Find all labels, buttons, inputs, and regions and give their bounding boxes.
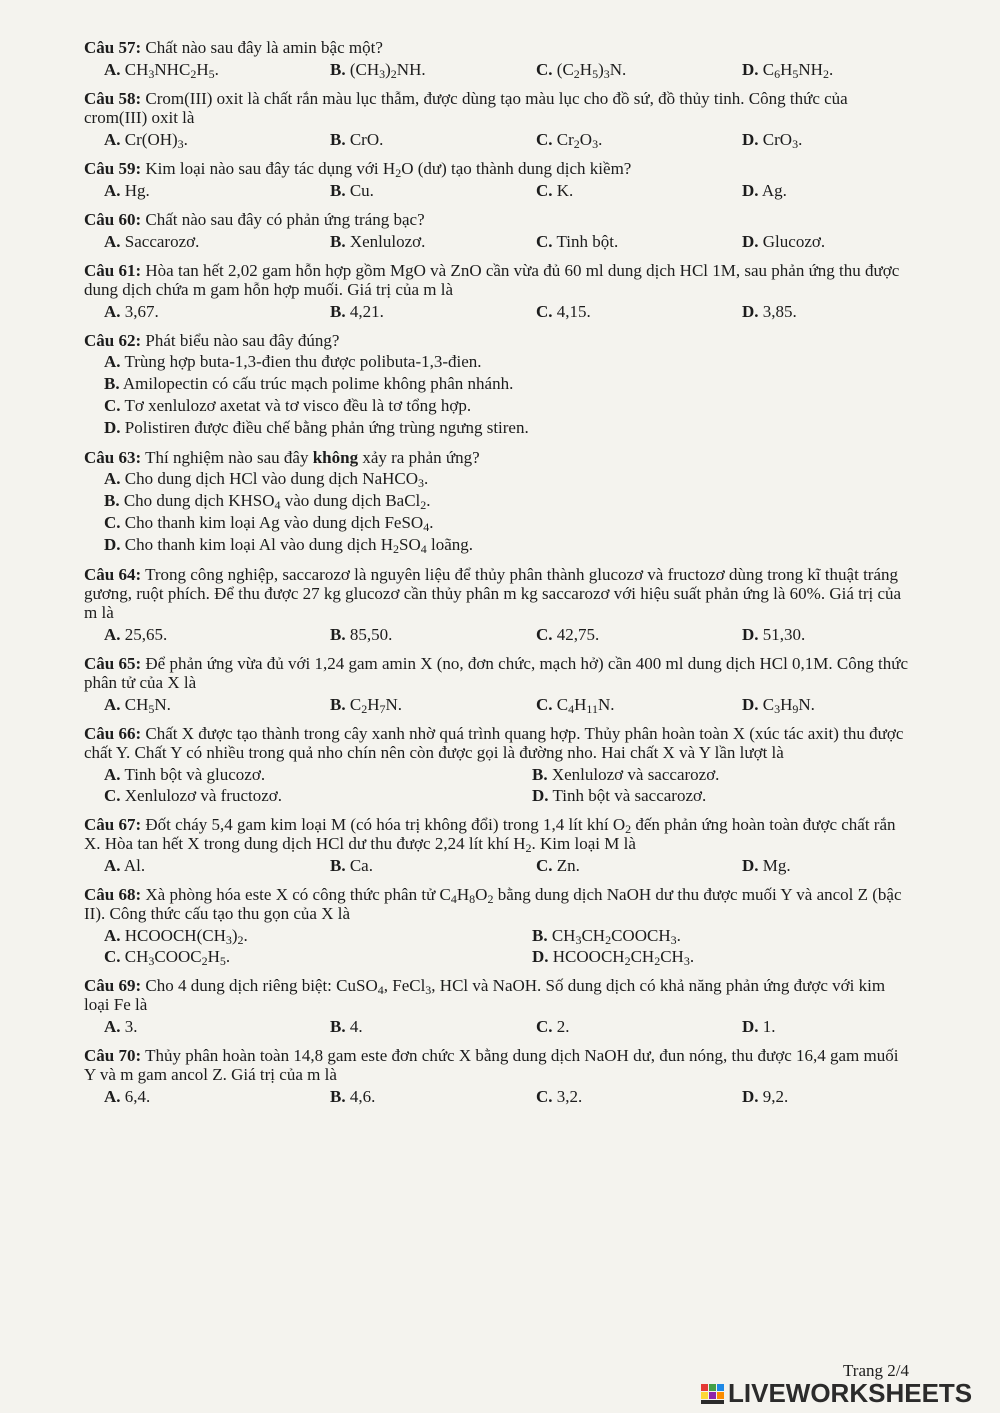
question-text: Trong công nghiệp, saccarozơ là nguyên liệu để thủy phân thành glucozơ và fructozơ dùng trong kĩ thuật tráng gương, ruột phích. Để thu được 27 kg glucozơ cần thủy phân m kg saccarozơ với hiệu suất phản ứng là 60%. Giá trị của m là	[84, 565, 902, 622]
option-text: $C_4H_{11}N$.	[556, 695, 615, 716]
option-text: Xenlulozơ và saccarozơ.	[551, 765, 720, 784]
answer-options	[84, 1016, 910, 1037]
answer-option-a[interactable]	[84, 624, 310, 645]
question-stem	[84, 654, 910, 692]
answer-option-b[interactable]	[310, 231, 516, 252]
option-text: $Cr(OH)_3$.	[124, 130, 188, 151]
question-stem	[84, 565, 910, 622]
option-text: Saccarozơ.	[124, 232, 200, 251]
option-label: A.	[104, 469, 121, 488]
option-text: Cho dung dịch $KHSO_4$ vào dung dịch BaCl$_2$.	[123, 491, 431, 512]
option-label: A.	[104, 232, 121, 251]
option-text: 85,50.	[349, 625, 393, 644]
liveworksheets-icon	[700, 1381, 726, 1407]
option-label: C.	[104, 396, 121, 415]
option-label: C.	[536, 60, 553, 79]
question-number: Câu 64:	[84, 565, 142, 584]
question-text: Thủy phân hoàn toàn 14,8 gam este đơn chức X bằng dung dịch NaOH dư, đun nóng, thu được 16,4 gam muối Y và m gam ancol Z. Giá trị của m là	[84, 1046, 899, 1084]
page-number: Trang 2/4	[843, 1361, 909, 1380]
answer-option-c[interactable]	[516, 129, 722, 150]
option-text: 4,21.	[349, 302, 384, 321]
option-label: D.	[742, 625, 759, 644]
question-stem	[84, 976, 910, 1014]
option-text: Amilopectin có cấu trúc mạch polime không phân nhánh.	[122, 374, 514, 393]
question-number: Câu 59:	[84, 159, 142, 178]
answer-option-c[interactable]	[516, 694, 722, 715]
answer-option-d[interactable]	[722, 231, 910, 252]
option-label: D.	[742, 181, 759, 200]
option-label: A.	[104, 926, 121, 945]
option-label: A.	[104, 302, 121, 321]
question-number: Câu 70:	[84, 1046, 142, 1065]
answer-options	[84, 231, 910, 252]
option-label: D.	[742, 695, 759, 714]
question-number: Câu 57:	[84, 38, 142, 57]
question-67	[84, 815, 910, 876]
option-label: C.	[536, 302, 553, 321]
answer-options	[84, 129, 910, 150]
answer-option-c[interactable]	[516, 180, 722, 201]
question-stem	[84, 38, 910, 57]
question-66	[84, 724, 910, 806]
option-label: B.	[532, 765, 548, 784]
answer-options	[84, 59, 910, 80]
option-label: B.	[330, 60, 346, 79]
answer-option-c[interactable]	[516, 624, 722, 645]
question-text: Để phản ứng vừa đủ với 1,24 gam amin X (no, đơn chức, mạch hở) cần 400 ml dung dịch HCl 0,1M. Công thức phân tử của X là	[84, 654, 908, 692]
answer-option-d[interactable]	[512, 785, 910, 806]
option-text: Cho dung dịch HCl vào dung dịch NaHCO$_3$.	[124, 469, 429, 490]
option-text: K.	[556, 181, 574, 200]
answer-option-d[interactable]	[722, 1016, 910, 1037]
answer-option-b[interactable]	[310, 301, 516, 322]
question-stem	[84, 1046, 910, 1084]
option-label: B.	[532, 926, 548, 945]
option-text: 6,4.	[124, 1087, 151, 1106]
question-58	[84, 89, 910, 150]
option-text: 9,2.	[762, 1087, 789, 1106]
question-stem	[84, 89, 910, 127]
option-label: D.	[742, 232, 759, 251]
option-label: A.	[104, 1017, 121, 1036]
answer-options	[84, 1086, 910, 1107]
answer-option-b[interactable]	[310, 624, 516, 645]
question-70	[84, 1046, 910, 1107]
answer-option-a[interactable]	[84, 301, 310, 322]
option-label: D.	[742, 1087, 759, 1106]
option-label: C.	[536, 1017, 553, 1036]
option-label: D.	[742, 856, 759, 875]
option-text: Al.	[123, 856, 146, 875]
option-text: Mg.	[762, 856, 791, 875]
answer-options	[84, 468, 910, 556]
option-label: B.	[330, 695, 346, 714]
question-number: Câu 65:	[84, 654, 142, 673]
answer-options	[84, 624, 910, 645]
answer-option-a[interactable]	[84, 351, 910, 373]
option-text: $HCOOCH_2CH_2CH_3$.	[552, 947, 695, 968]
answer-options	[84, 925, 910, 967]
option-text: $CH_3NHC_2H_5$.	[124, 60, 219, 81]
brand-text: LIVEWORKSHEETS	[728, 1378, 973, 1408]
option-text: Tinh bột và saccarozơ.	[552, 786, 707, 805]
answer-option-c[interactable]	[516, 1016, 722, 1037]
answer-option-a[interactable]	[84, 1016, 310, 1037]
answer-option-b[interactable]	[310, 694, 516, 715]
option-text: $Cr_2O_3$.	[556, 130, 603, 151]
question-number: Câu 58:	[84, 89, 142, 108]
question-text: Chất X được tạo thành trong cây xanh nhờ quá trình quang hợp. Thủy phân hoàn toàn X (xúc tác axit) thu được chất Y. Chất Y có nhiều trong quả nho chín nên còn được gọi là đường nho. Hai chất X và Y lần lượt là	[84, 724, 904, 762]
option-text: $C_2H_7N$.	[349, 695, 402, 716]
answer-option-a[interactable]	[84, 925, 512, 946]
question-stem	[84, 885, 910, 923]
option-text: $(C_2H_5)_3N$.	[556, 60, 627, 81]
option-label: D.	[742, 1017, 759, 1036]
option-label: C.	[536, 695, 553, 714]
option-label: A.	[104, 352, 121, 371]
option-label: D.	[104, 535, 121, 554]
question-text: Chất nào sau đây có phản ứng tráng bạc?	[145, 210, 425, 229]
answer-option-a[interactable]	[84, 764, 512, 785]
option-label: A.	[104, 856, 121, 875]
question-text: Xà phòng hóa este X có công thức phân tử $C_4H_8O_2$ bằng dung dịch NaOH dư thu được muối Y và ancol Z (bậc II). Công thức cấu tạo thu gọn của X là	[84, 885, 902, 923]
option-text: $(CH_3)_2NH$.	[349, 60, 426, 81]
option-text: Tơ xenlulozơ axetat và tơ visco đều là tơ tổng hợp.	[124, 396, 472, 415]
answer-options	[84, 351, 910, 439]
option-label: D.	[742, 302, 759, 321]
option-text: 4,15.	[556, 302, 591, 321]
answer-option-c[interactable]	[84, 395, 910, 417]
option-text: Xenlulozơ và fructozơ.	[124, 786, 283, 805]
option-text: 4.	[349, 1017, 363, 1036]
question-number: Câu 63:	[84, 448, 142, 467]
option-text: Glucozơ.	[762, 232, 826, 251]
option-label: B.	[104, 491, 120, 510]
option-label: D.	[742, 130, 759, 149]
option-label: C.	[104, 513, 121, 532]
option-text: Cu.	[349, 181, 374, 200]
option-text: Tinh bột và glucozơ.	[124, 765, 266, 784]
option-label: D.	[742, 60, 759, 79]
option-label: B.	[330, 1087, 346, 1106]
answer-option-d[interactable]	[722, 129, 910, 150]
option-text: 3.	[124, 1017, 138, 1036]
question-stem	[84, 448, 910, 467]
option-text: Xenlulozơ.	[349, 232, 426, 251]
liveworksheets-logo[interactable]	[700, 1378, 972, 1409]
question-number: Câu 60:	[84, 210, 142, 229]
answer-option-a[interactable]	[84, 129, 310, 150]
question-text: Đốt cháy 5,4 gam kim loại M (có hóa trị không đổi) trong 1,4 lít khí $O_2$ đến phản ứng hoàn toàn được chất rắn X. Hòa tan hết X trong dung dịch HCl dư thu được 2,24 lít khí $H_2$. Kim loại M là	[84, 815, 896, 855]
answer-options	[84, 694, 910, 715]
answer-option-d[interactable]	[722, 301, 910, 322]
option-text: $CH_3COOC_2H_5$.	[124, 947, 231, 968]
option-label: C.	[536, 232, 553, 251]
answer-option-c[interactable]	[516, 59, 722, 80]
option-text: Ag.	[761, 181, 787, 200]
question-57	[84, 38, 910, 80]
question-61	[84, 261, 910, 322]
answer-option-c[interactable]	[84, 785, 512, 806]
question-stem	[84, 159, 910, 178]
option-label: C.	[536, 625, 553, 644]
answer-option-d[interactable]	[722, 59, 910, 80]
option-text: Polistiren được điều chế bằng phản ứng trùng ngưng stiren.	[124, 418, 529, 437]
question-text: Crom(III) oxit là chất rắn màu lục thẫm, được dùng tạo màu lục cho đồ sứ, đồ thủy tinh. Công thức của crom(III) oxit là	[84, 89, 848, 127]
option-text: Hg.	[124, 181, 150, 200]
answer-option-b[interactable]	[84, 490, 910, 512]
question-text: Phát biểu nào sau đây đúng?	[145, 331, 340, 350]
option-text: 1.	[762, 1017, 776, 1036]
option-label: B.	[330, 232, 346, 251]
option-label: D.	[104, 418, 121, 437]
answer-option-d[interactable]	[84, 534, 910, 556]
option-text: 2.	[556, 1017, 570, 1036]
option-label: A.	[104, 765, 121, 784]
option-text: $C_6H_5NH_2$.	[762, 60, 834, 81]
question-number: Câu 61:	[84, 261, 142, 280]
option-text: CrO$_3$.	[762, 130, 803, 151]
answer-options	[84, 855, 910, 876]
answer-option-a[interactable]	[84, 468, 910, 490]
answer-option-a[interactable]	[84, 855, 310, 876]
question-69	[84, 976, 910, 1037]
option-text: 3,67.	[124, 302, 159, 321]
question-stem	[84, 210, 910, 229]
question-stem	[84, 261, 910, 299]
option-label: B.	[330, 130, 346, 149]
question-63	[84, 448, 910, 556]
question-stem	[84, 724, 910, 762]
answer-option-b[interactable]	[512, 925, 910, 946]
option-label: A.	[104, 625, 121, 644]
option-label: B.	[330, 856, 346, 875]
answer-option-a[interactable]	[84, 180, 310, 201]
answer-options	[84, 180, 910, 201]
option-label: A.	[104, 181, 121, 200]
answer-option-d[interactable]	[722, 855, 910, 876]
answer-option-d[interactable]	[722, 180, 910, 201]
question-62	[84, 331, 910, 439]
option-text: $HCOOCH(CH_3)_2$.	[124, 926, 248, 947]
option-label: A.	[104, 60, 121, 79]
question-text: Kim loại nào sau đây tác dụng với $H_2O$ (dư) tạo thành dung dịch kiềm?	[145, 159, 632, 180]
answer-option-d[interactable]	[512, 946, 910, 967]
answer-option-d[interactable]	[84, 417, 910, 439]
option-label: C.	[104, 947, 121, 966]
answer-option-a[interactable]	[84, 1086, 310, 1107]
question-68	[84, 885, 910, 967]
option-text: 4,6.	[349, 1087, 376, 1106]
answer-option-b[interactable]	[310, 180, 516, 201]
option-label: C.	[536, 181, 553, 200]
option-label: C.	[536, 856, 553, 875]
question-number: Câu 66:	[84, 724, 142, 743]
question-65	[84, 654, 910, 715]
option-text: 42,75.	[556, 625, 600, 644]
question-59	[84, 159, 910, 201]
answer-option-c[interactable]	[84, 512, 910, 534]
answer-options	[84, 764, 910, 806]
question-number: Câu 67:	[84, 815, 142, 834]
question-60	[84, 210, 910, 252]
option-text: Ca.	[349, 856, 373, 875]
option-label: A.	[104, 695, 121, 714]
option-text: Cho thanh kim loại Ag vào dung dịch FeSO$_4$.	[124, 513, 434, 534]
option-text: CrO.	[349, 130, 384, 149]
option-text: Trùng hợp buta-1,3-đien thu được polibuta-1,3-đien.	[124, 352, 482, 371]
option-label: B.	[330, 181, 346, 200]
question-number: Câu 62:	[84, 331, 142, 350]
question-stem	[84, 331, 910, 350]
question-text: Cho 4 dung dịch riêng biệt: CuSO$_4$, FeCl$_3$, HCl và NaOH. Số dung dịch có khả năng phản ứng được với kim loại Fe là	[84, 976, 886, 1014]
answer-option-b[interactable]	[310, 1016, 516, 1037]
answer-option-b[interactable]	[512, 764, 910, 785]
option-text: 3,2.	[556, 1087, 583, 1106]
option-text: 51,30.	[762, 625, 806, 644]
answer-option-a[interactable]	[84, 694, 310, 715]
answer-option-d[interactable]	[722, 624, 910, 645]
option-text: 25,65.	[124, 625, 168, 644]
option-label: B.	[330, 1017, 346, 1036]
question-stem	[84, 815, 910, 853]
answer-option-d[interactable]	[722, 694, 910, 715]
answer-option-c[interactable]	[516, 231, 722, 252]
option-text: Zn.	[556, 856, 580, 875]
option-label: B.	[330, 625, 346, 644]
option-text: Tinh bột.	[556, 232, 619, 251]
option-label: D.	[532, 786, 549, 805]
answer-option-b[interactable]	[310, 855, 516, 876]
question-text: Thí nghiệm nào sau đây không xảy ra phản ứng?	[145, 448, 480, 467]
option-label: C.	[536, 1087, 553, 1106]
option-text: $CH_3CH_2COOCH_3$.	[551, 926, 681, 947]
question-number: Câu 69:	[84, 976, 142, 995]
question-number: Câu 68:	[84, 885, 142, 904]
answer-option-d[interactable]	[722, 1086, 910, 1107]
option-text: $C_3H_9N$.	[762, 695, 815, 716]
option-label: C.	[536, 130, 553, 149]
option-text: $CH_5N$.	[124, 695, 171, 716]
answer-option-c[interactable]	[84, 946, 512, 967]
exam-page	[84, 38, 910, 1107]
option-label: B.	[104, 374, 120, 393]
option-label: B.	[330, 302, 346, 321]
answer-option-b[interactable]	[310, 59, 516, 80]
answer-option-b[interactable]	[310, 129, 516, 150]
answer-option-a[interactable]	[84, 231, 310, 252]
answer-option-b[interactable]	[310, 1086, 516, 1107]
option-text: 3,85.	[762, 302, 797, 321]
option-label: A.	[104, 1087, 121, 1106]
answer-option-c[interactable]	[516, 855, 722, 876]
answer-options	[84, 301, 910, 322]
option-label: A.	[104, 130, 121, 149]
answer-option-a[interactable]	[84, 59, 310, 80]
option-label: C.	[104, 786, 121, 805]
option-text: Cho thanh kim loại Al vào dung dịch $H_2SO_4$ loãng.	[124, 535, 473, 556]
question-text: Chất nào sau đây là amin bậc một?	[145, 38, 383, 57]
answer-option-b[interactable]	[84, 373, 910, 395]
answer-option-c[interactable]	[516, 301, 722, 322]
option-label: D.	[532, 947, 549, 966]
question-text: Hòa tan hết 2,02 gam hỗn hợp gồm MgO và ZnO cần vừa đủ 60 ml dung dịch HCl 1M, sau phản ứng thu được dung dịch chứa m gam hỗn hợp muối. Giá trị của m là	[84, 261, 900, 299]
question-64	[84, 565, 910, 645]
answer-option-c[interactable]	[516, 1086, 722, 1107]
